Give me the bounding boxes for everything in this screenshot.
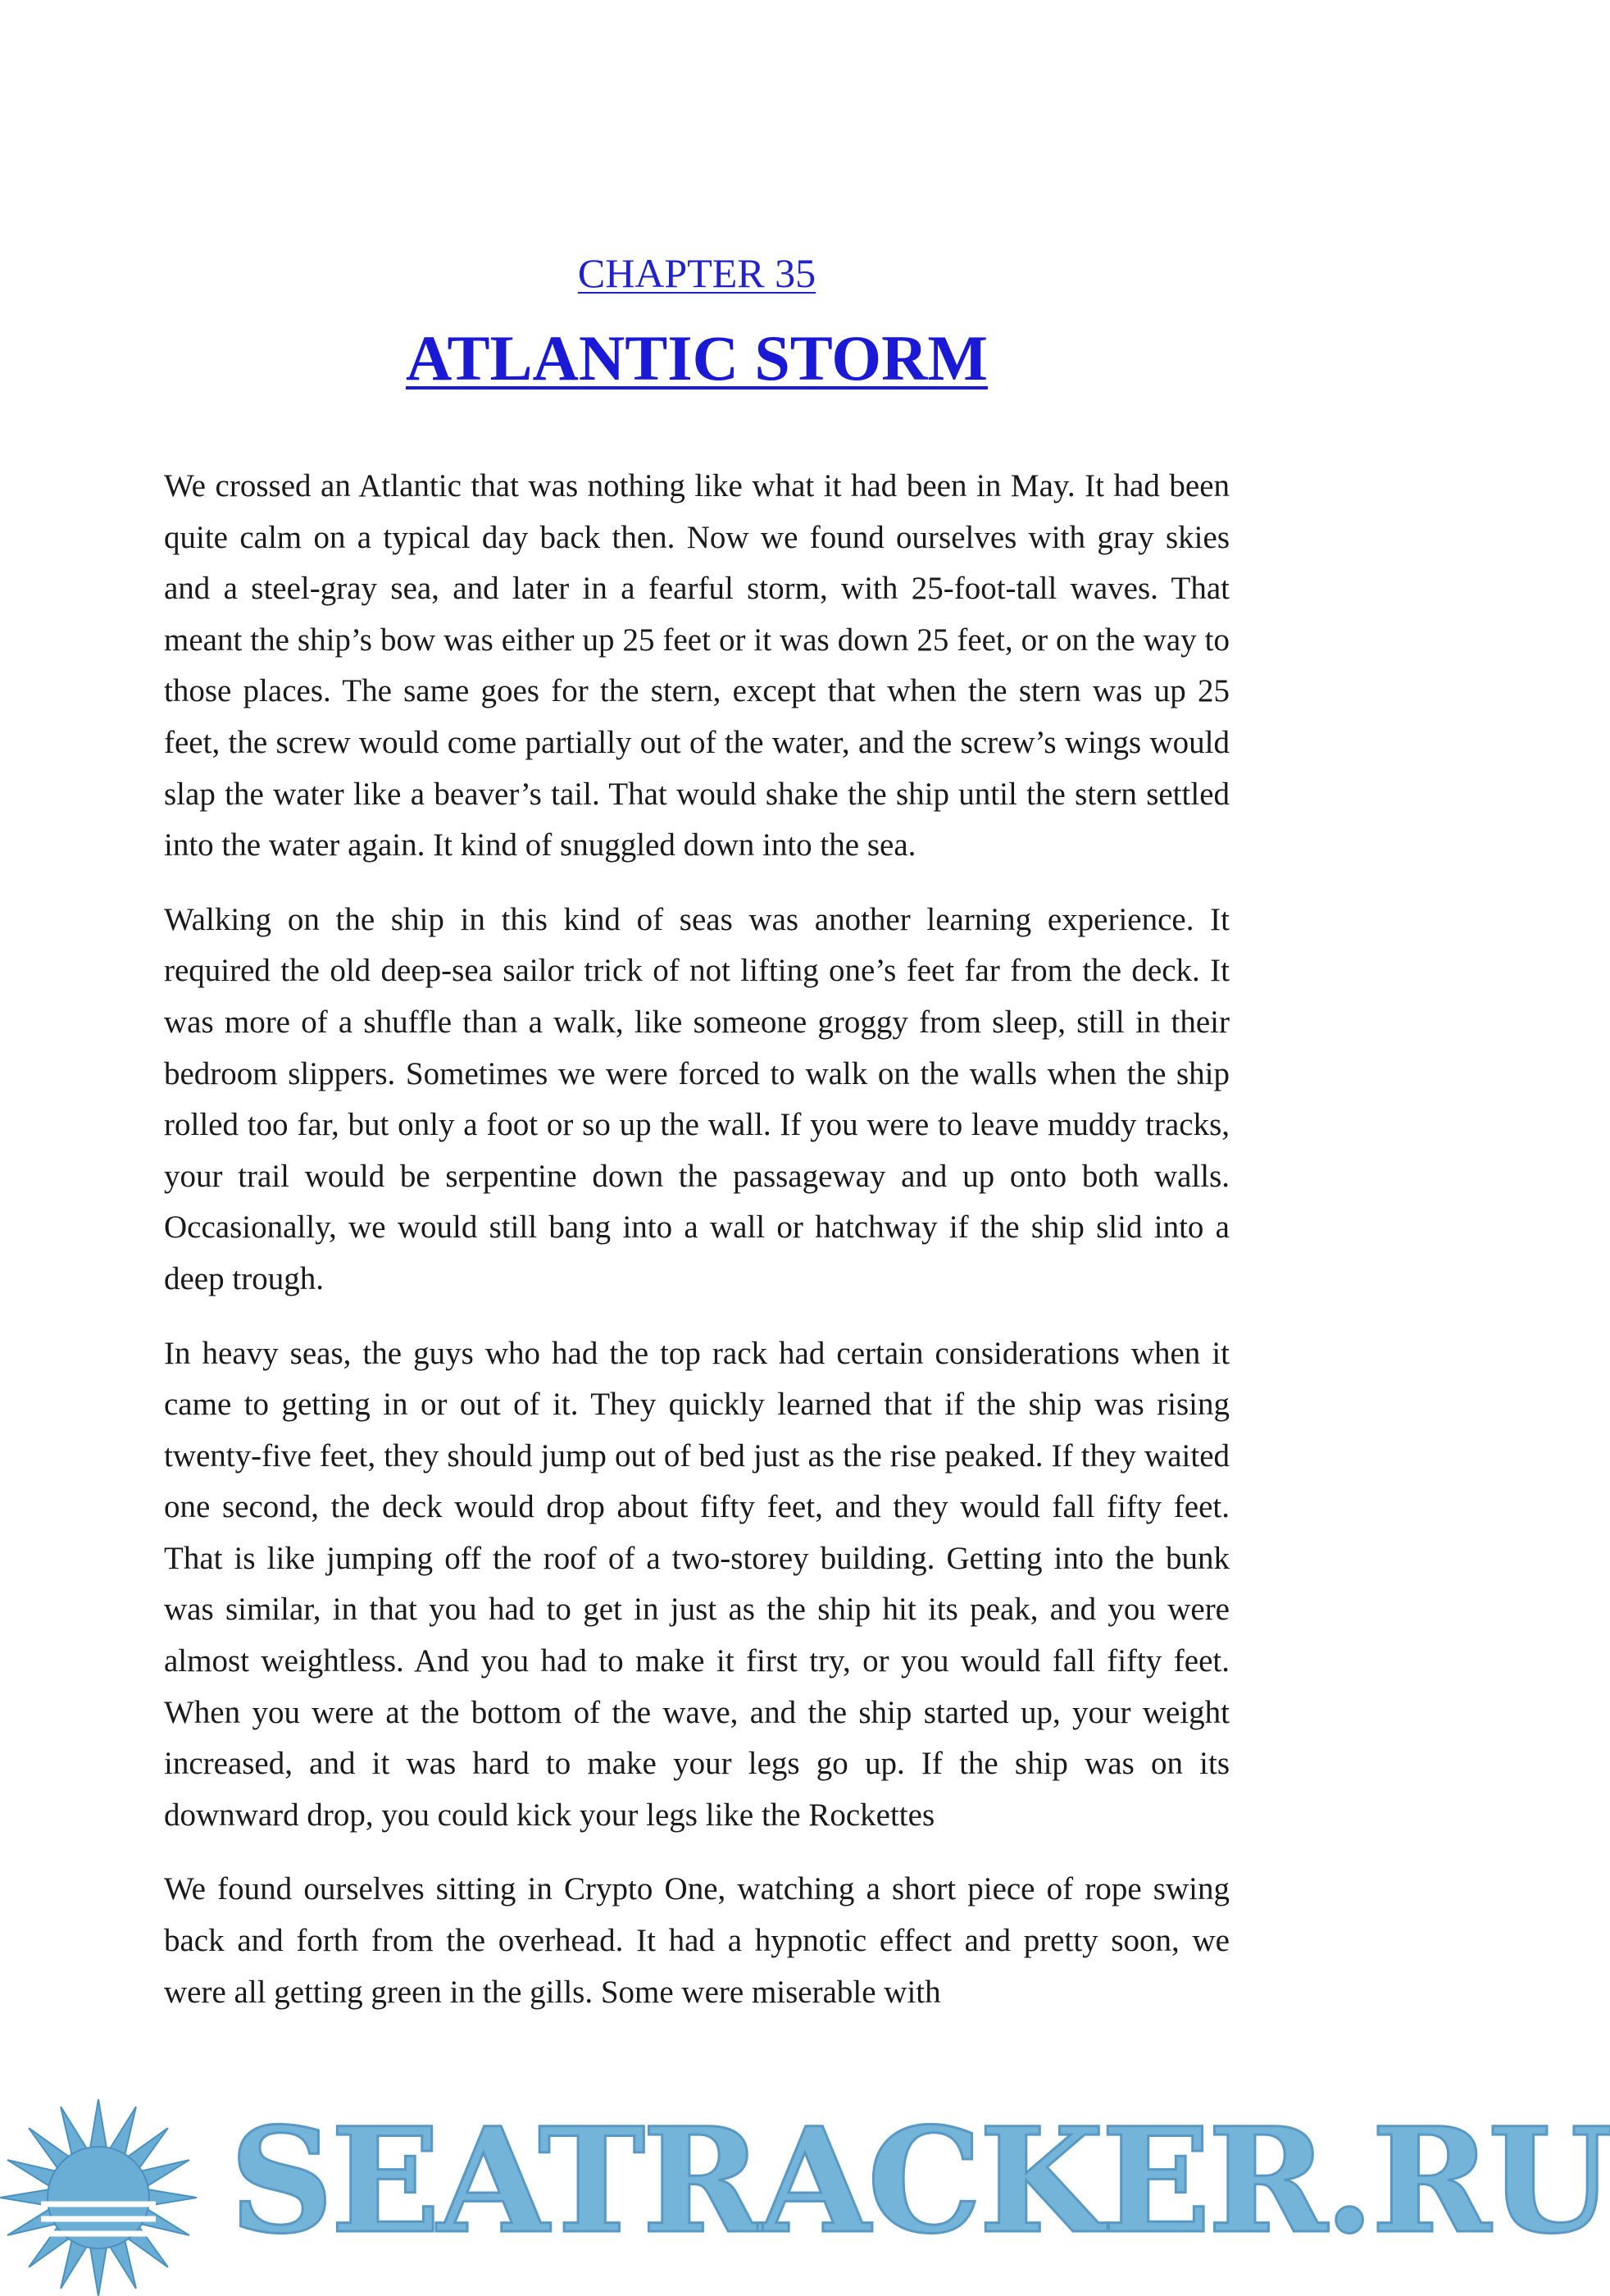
paragraph-1: We crossed an Atlantic that was nothing like what it had been in May. It had been quite calm on a typical day back then. Now we found ourselves with gray skies and a steel-gray sea, and later in a fearful storm, with 25-foot-tall waves. That meant the ship’s bow was either up 25 feet or it was down 25 feet, or on the way to those places. The same goes for the stern, except that when the stern was up 25 feet, the screw would come partially out of the water, and the screw’s wings would slap the water like a beaver’s tail. That would shake the ship until the stern settled into the water again. It kind of snuggled down into the sea. (164, 468, 1230, 863)
chapter-body-text (164, 461, 1230, 2041)
watermark-site-name: SEATRACKER.RU (230, 2096, 1610, 2266)
chapter-title-heading[interactable]: ATLANTIC STORM (405, 322, 989, 394)
paragraph-4: We found ourselves sitting in Crypto One, watching a short piece of rope swing back and forth from the overhead. It had a hypnotic effect and pretty soon, we were all getting green in the gills. Some were miserable with (164, 1871, 1230, 2010)
chapter-number-heading[interactable]: CHAPTER 35 (577, 250, 816, 296)
paragraph-3: In heavy seas, the guys who had the top rack had certain considerations when it came to getting in or out of it. They quickly learned that if the ship was rising twenty-five feet, they should jump out of bed just as the rise peaked. If they waited one second, the deck would drop about fifty feet, and they would fall fifty feet. That is like jumping off the roof of a two-storey building. Getting into the bunk was similar, in that you had to get in just as the ship hit its peak, and you were almost weightless. And you had to make it first try, or you would fall fifty feet. When you were at the bottom of the wave, and the ship started up, your weight increased, and it was hard to make your legs go up. If the ship was on its downward drop, you could kick your legs like the Rockettes (164, 1335, 1230, 1833)
paragraph-2: Walking on the ship in this kind of seas was another learning experience. It required the old deep-sea sailor trick of not lifting one’s feet far from the deck. It was more of a shuffle than a walk, like someone groggy from sleep, still in their bedroom slippers. Sometimes we were forced to walk on the walls when the ship rolled too far, but only a foot or so up the wall. If you were to leave muddy tracks, your trail would be serpentine down the passageway and up onto both walls. Occasionally, we would still bang into a wall or hatchway if the ship slid into a deep trough. (164, 901, 1230, 1296)
sun-burst-icon (0, 2099, 197, 2296)
